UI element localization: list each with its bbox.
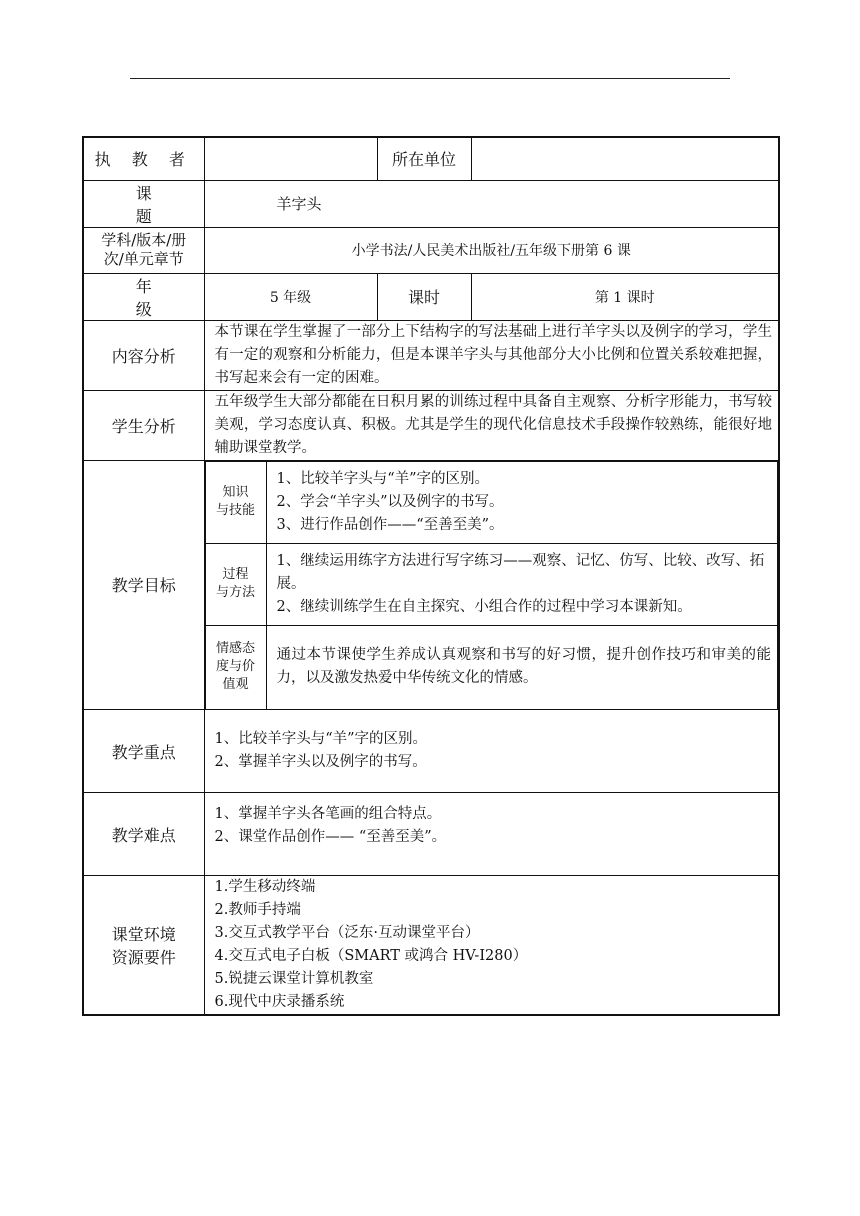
knowledge-item-3: 3、进行作品创作——“至善至美”。 bbox=[276, 516, 504, 533]
knowledge-label-line1: 知识 bbox=[222, 485, 249, 500]
topic-value: 羊字头 bbox=[204, 180, 779, 227]
emotion-label-line2: 度与价 bbox=[215, 659, 255, 675]
key-points-label: 教学重点 bbox=[83, 710, 204, 793]
resources-label bbox=[83, 876, 204, 1016]
key-point-item-2: 2、掌握羊字头以及例字的书写。 bbox=[214, 754, 427, 770]
subject-label-line1: 学科/版本/册 bbox=[101, 231, 187, 249]
resource-item-5: 5.锐捷云课堂计算机教室 bbox=[214, 971, 374, 987]
row-content-analysis bbox=[83, 320, 779, 390]
student-analysis-label: 学生分析 bbox=[83, 390, 204, 460]
resources-label-line1: 课堂环境 bbox=[111, 925, 176, 944]
knowledge-item-2: 2、学会“羊字头”以及例字的书写。 bbox=[276, 493, 504, 510]
row-grade bbox=[83, 273, 779, 320]
resource-item-3: 3.交互式教学平台（泛东·互动课堂平台） bbox=[214, 925, 480, 941]
process-label-line2: 与方法 bbox=[215, 585, 255, 600]
process-label bbox=[205, 543, 266, 625]
row-key-points bbox=[83, 710, 779, 793]
resource-item-6: 6.现代中庆录播系统 bbox=[214, 994, 345, 1010]
objective-process bbox=[205, 543, 778, 625]
subject-label bbox=[83, 227, 204, 273]
subject-value: 小学书法/人民美术出版社/五年级下册第 6 课 bbox=[204, 227, 779, 273]
row-resources bbox=[83, 876, 779, 1016]
key-points-list bbox=[204, 710, 779, 793]
difficulties-label: 教学难点 bbox=[83, 793, 204, 876]
resource-item-2: 2.教师手持端 bbox=[214, 902, 301, 918]
subject-label-line2: 次/单元章节 bbox=[103, 250, 184, 268]
grade-label: 年 级 bbox=[83, 273, 204, 320]
emotion-label-line1: 情感态 bbox=[215, 641, 255, 657]
knowledge-label bbox=[205, 461, 266, 543]
period-label: 课时 bbox=[377, 273, 471, 320]
content-analysis-text: 本节课在学生掌握了一部分上下结构字的写法基础上进行羊字头以及例字的学习，学生有一定的观察和分析能力，但是本课羊字头与其他部分大小比例和位置关系较难把握，书写起来会有一定的困难。 bbox=[204, 320, 779, 390]
knowledge-label-line2: 与技能 bbox=[215, 503, 255, 518]
student-analysis-text: 五年级学生大部分都能在日积月累的训练过程中具备自主观察、分析字形能力，书写较美观，学习态度认真、积极。尤其是学生的现代化信息技术手段操作较熟练，能很好地辅助课堂教学。 bbox=[204, 390, 779, 460]
resource-item-1: 1.学生移动终端 bbox=[214, 879, 316, 895]
unit-label: 所在单位 bbox=[377, 137, 471, 180]
process-list bbox=[266, 543, 778, 625]
content-analysis-label: 内容分析 bbox=[83, 320, 204, 390]
header-rule bbox=[130, 78, 730, 79]
objective-emotion bbox=[205, 625, 778, 709]
row-subject bbox=[83, 227, 779, 273]
difficulty-item-1: 1、掌握羊字头各笔画的组合特点。 bbox=[214, 806, 442, 822]
row-objectives bbox=[83, 460, 779, 710]
emotion-text: 通过本节课使学生养成认真观察和书写的好习惯，提升创作技巧和审美的能力，以及激发热爱中华传统文化的情感。 bbox=[266, 625, 778, 709]
unit-value bbox=[471, 137, 779, 180]
difficulties-list bbox=[204, 793, 779, 876]
emotion-label bbox=[205, 625, 266, 709]
objectives-label: 教学目标 bbox=[83, 460, 204, 710]
process-item-2: 2、继续训练学生在自主探究、小组合作的过程中学习本课新知。 bbox=[276, 598, 692, 615]
row-teacher bbox=[83, 137, 779, 180]
resource-item-4: 4.交互式电子白板（SMART 或鸿合 HV-I280） bbox=[214, 948, 528, 964]
period-value: 第 1 课时 bbox=[471, 273, 779, 320]
teacher-label: 执 教 者 bbox=[83, 137, 204, 180]
process-item-1: 1、继续运用练字方法进行写字练习——观察、记忆、仿写、比较、改写、拓展。 bbox=[276, 552, 765, 592]
lesson-plan-table bbox=[82, 136, 780, 1016]
emotion-label-line3: 值观 bbox=[222, 677, 249, 693]
difficulty-item-2: 2、课堂作品创作—— “至善至美”。 bbox=[214, 829, 447, 845]
grade-value: 5 年级 bbox=[204, 273, 377, 320]
row-difficulties bbox=[83, 793, 779, 876]
resources-label-line2: 资源要件 bbox=[111, 948, 176, 967]
resources-list bbox=[204, 876, 779, 1016]
knowledge-list bbox=[266, 461, 778, 543]
objective-knowledge bbox=[205, 461, 778, 543]
knowledge-item-1: 1、比较羊字头与“羊”字的区别。 bbox=[276, 470, 490, 487]
objectives-cell bbox=[204, 460, 779, 710]
key-point-item-1: 1、比较羊字头与“羊”字的区别。 bbox=[214, 731, 428, 747]
row-topic bbox=[83, 180, 779, 227]
row-student-analysis bbox=[83, 390, 779, 460]
process-label-line1: 过程 bbox=[222, 567, 249, 582]
objectives-subtable bbox=[205, 461, 779, 710]
topic-label: 课 题 bbox=[83, 180, 204, 227]
teacher-value bbox=[204, 137, 377, 180]
